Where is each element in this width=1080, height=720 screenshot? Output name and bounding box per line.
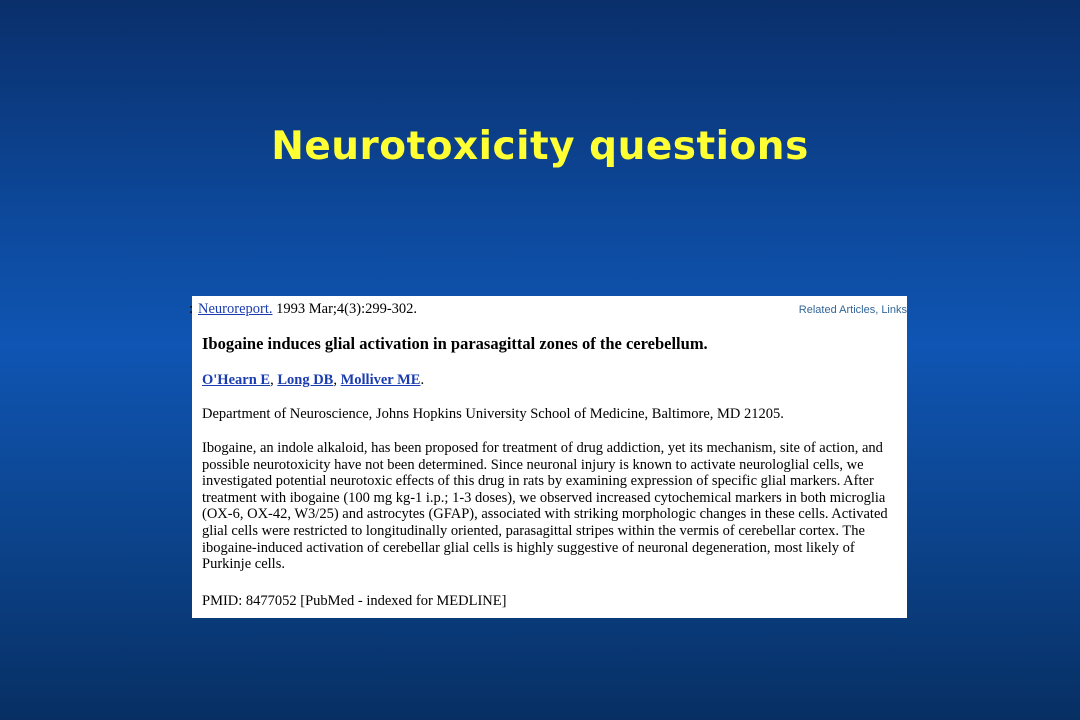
slide-title: Neurotoxicity questions xyxy=(271,124,809,169)
author-separator: , xyxy=(333,372,341,388)
pubmed-abstract-panel xyxy=(189,296,907,618)
author-separator: , xyxy=(270,372,278,388)
abstract-line: treatment with ibogaine (100 mg kg-1 i.p.; 1-3 doses), we observed increased cytochemical markers in both microglia xyxy=(202,489,886,506)
pmid: PMID: 8477052 [PubMed - indexed for MEDLINE] xyxy=(202,593,507,609)
related-articles-links[interactable]: Related Articles, Links xyxy=(798,304,907,316)
abstract-text xyxy=(202,440,888,573)
journal-details: 1993 Mar;4(3):299-302. xyxy=(272,301,418,317)
abstract-line: Purkinje cells. xyxy=(202,556,285,573)
abstract-line: possible neurotoxicity have not been determined. Since neuronal injury is known to activate neurologlial cells, we xyxy=(202,456,864,473)
abstract-line: Ibogaine, an indole alkaloid, has been proposed for treatment of drug addiction, yet its mechanism, site of action, and xyxy=(202,440,883,456)
author-list xyxy=(202,371,424,389)
abstract-line: glial cells were restricted to longitudinally oriented, parasagittal stripes within the vermis of cerebellar cortex. The xyxy=(202,522,865,539)
abstract-line: ibogaine-induced activation of cerebellar glial cells is highly suggestive of neuronal degeneration, most likely of xyxy=(202,539,855,556)
paper-title: Ibogaine induces glial activation in parasagittal zones of the cerebellum. xyxy=(202,334,708,353)
citation-row xyxy=(189,300,907,318)
author-link[interactable]: O'Hearn E xyxy=(202,372,271,388)
author-separator: . xyxy=(420,372,425,388)
citation-source xyxy=(198,300,417,318)
citation-marker: : xyxy=(189,301,194,317)
author-link[interactable]: Long DB xyxy=(277,372,334,388)
affiliation: Department of Neuroscience, Johns Hopkins University School of Medicine, Baltimore, MD 21205. xyxy=(202,406,784,422)
author-link[interactable]: Molliver ME xyxy=(340,372,421,388)
journal-link[interactable]: Neuroreport. xyxy=(198,301,273,317)
abstract-line: (OX-6, OX-42, W3/25) and astrocytes (GFAP), associated with striking morphologic changes in these cells. Activated xyxy=(202,506,888,523)
abstract-line: investigated potential neurotoxic effects of this drug in rats by examining expression of specific glial markers. After xyxy=(202,473,874,490)
